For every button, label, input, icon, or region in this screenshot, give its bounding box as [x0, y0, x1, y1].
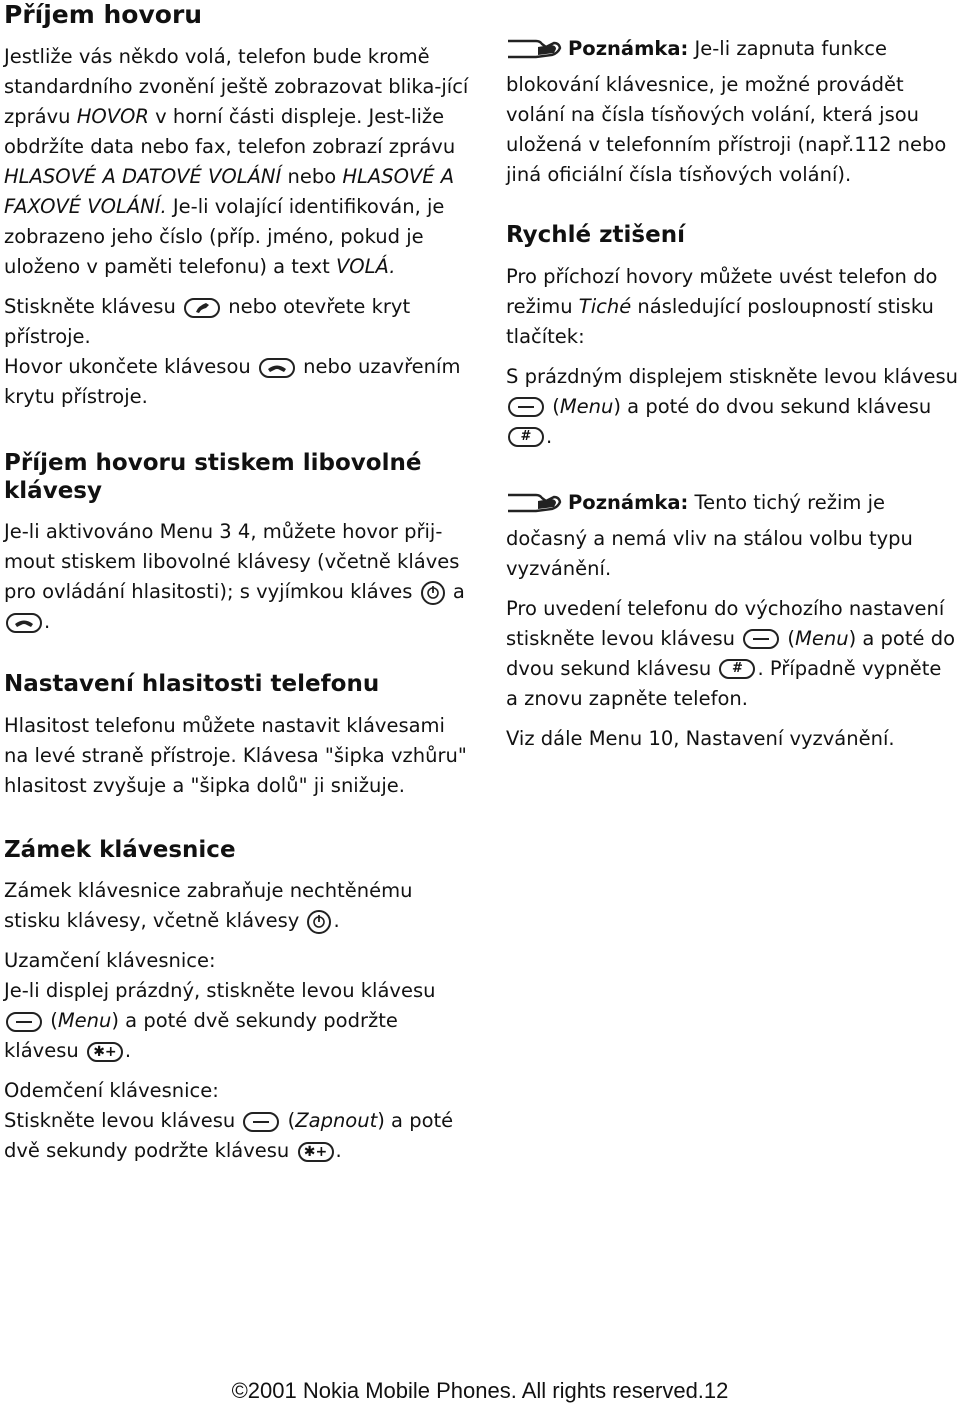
end-call-paragraph: Hovor ukončete klávesou nebo uzavřením krytu přístroje.	[4, 355, 461, 408]
lock-heading: Uzamčení klávesnice:	[4, 949, 216, 973]
note-temporary-silence: Poznámka: Tento tichý režim je dočasný a nemá vliv na stálou volbu typu vyzvánění.	[506, 490, 913, 580]
restore-default-paragraph: Pro uvedení telefonu do výchozího nastavení stiskněte levou klávesu (Menu) a poté do dvou sekund klávesu # . Případně vypněte a znovu zapněte telefon.	[506, 596, 956, 710]
volume-paragraph: Hlasitost telefonu můžete nastavit klávesami na levé straně přístroje. Klávesa "šipka vzhůru" hlasitost zvyšuje a "šipka dolů" ji snižuje.	[4, 713, 467, 797]
section-title-quick-silence: Rychlé ztišení	[506, 222, 685, 248]
section-title-keyguard: Zámek klávesnice	[4, 836, 236, 863]
section-title-incoming-call: Příjem hovoru	[4, 0, 203, 29]
section-title-volume: Nastavení hlasitosti telefonu	[4, 671, 380, 698]
note-hand-icon	[506, 35, 562, 70]
end-key-icon	[6, 613, 42, 633]
section-title-any-key-answer: Příjem hovoru stiskem libovolné klávesy	[4, 450, 422, 504]
right-column	[506, 0, 958, 754]
lock-steps-paragraph: Je-li displej prázdný, stiskněte levou klávesu (Menu) a poté dvě sekundy podržte klávesu ✱+ .	[4, 979, 436, 1063]
soft-key-icon	[243, 1112, 279, 1132]
unlock-heading: Odemčení klávesnice:	[4, 1079, 219, 1103]
incoming-call-paragraph: Jestliže vás někdo volá, telefon bude kromě standardního zvonění ještě zobrazovat blika-jící zprávu HOVOR v horní části displeje. Jest-liže obdržíte data nebo fax, telefon zobrazí zprávu HLASOVÉ A DATOVÉ VOLÁNÍ nebo HLASOVÉ A FAXOVÉ VOLÁNÍ. Je-li volající identifikován, je zobrazeno jeho číslo (příp. jméno, pokud je uloženo v paměti telefonu) a text VOLÁ.	[4, 45, 469, 278]
quick-silence-intro: Pro příchozí hovory můžete uvést telefon do režimu Tiché následující posloupností stisku tlačítek:	[506, 264, 938, 348]
power-key-icon	[307, 910, 331, 934]
page-footer: ©2001 Nokia Mobile Phones. All rights reserved.12	[231, 1378, 729, 1403]
note-hand-icon	[506, 489, 562, 524]
note-emergency-calls: Poznámka: Je-li zapnuta funkce blokování klávesnice, je možné provádět volání na čísla tísňových volání, která jsou uložená v telefonním přístroji (např.112 nebo jiná oficiální čísla tísňových volání).	[506, 37, 947, 186]
any-key-answer-paragraph: Je-li aktivováno Menu 3 4, můžete hovor přij-mout stiskem libovolné klávesy (včetně kláves pro ovládání hlasitosti); s vyjímkou kláves a .	[4, 520, 465, 634]
unlock-steps-paragraph: Stiskněte levou klávesu (Zapnout) a poté dvě sekundy podržte klávesu ✱+ .	[4, 1109, 454, 1163]
call-key-icon	[184, 298, 220, 318]
answer-call-paragraph: Stiskněte klávesu nebo otevřete kryt přístroje.	[4, 295, 411, 348]
keyguard-intro-paragraph: Zámek klávesnice zabraňuje nechtěnému stisku klávesy, včetně klávesy .	[4, 879, 413, 933]
quick-silence-steps: S prázdným displejem stiskněte levou klávesu (Menu) a poté do dvou sekund klávesu # .	[506, 364, 959, 448]
soft-key-icon	[6, 1012, 42, 1032]
soft-key-icon	[508, 397, 544, 417]
power-key-icon	[421, 581, 445, 605]
soft-key-icon	[743, 629, 779, 649]
left-column	[4, 0, 474, 1166]
see-also-paragraph: Viz dále Menu 10, Nastavení vyzvánění.	[506, 726, 895, 750]
end-key-icon	[259, 358, 295, 378]
star-key-icon: ✱+	[298, 1142, 334, 1162]
hash-key-icon: #	[508, 427, 544, 447]
star-key-icon: ✱+	[87, 1042, 123, 1062]
hash-key-icon: #	[719, 659, 755, 679]
